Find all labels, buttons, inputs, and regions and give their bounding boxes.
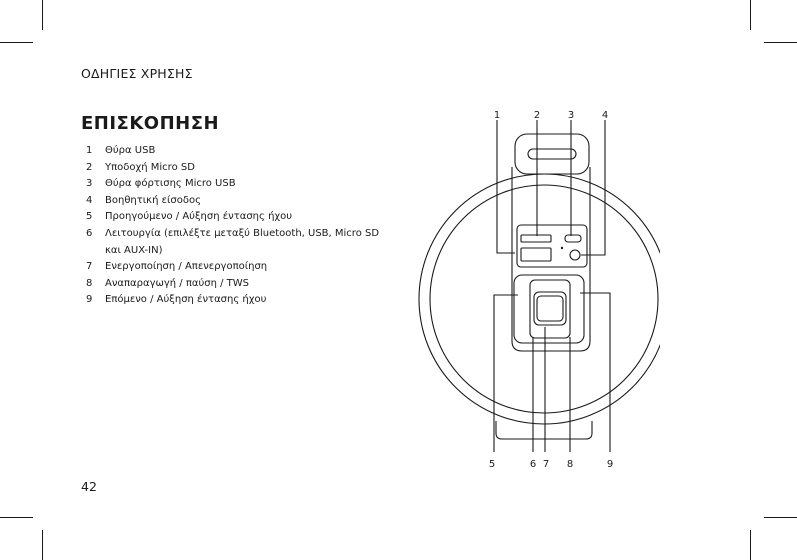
- handle-strap: [515, 134, 589, 174]
- item-number: 6: [86, 227, 93, 239]
- callout-label-5: 5: [488, 459, 496, 470]
- crop-mark: [0, 517, 33, 518]
- item-number: 5: [86, 211, 93, 223]
- speaker-body-outer: [419, 174, 660, 424]
- section-title: ΕΠΙΣΚΟΠΗΣΗ: [81, 113, 220, 134]
- list-item: [81, 143, 381, 160]
- item-text: Αναπαραγωγή / παύση / TWS: [105, 277, 249, 289]
- item-text: Θύρα USB: [105, 145, 156, 156]
- crop-mark: [764, 42, 797, 43]
- item-text: Επόμενο / Αύξηση έντασης ήχου: [105, 294, 267, 306]
- power-button: [537, 296, 563, 321]
- manual-header: ΟΔΗΓΙΕΣ ΧΡΗΣΗΣ: [81, 66, 193, 81]
- callout-label-1: 1: [493, 110, 501, 121]
- aux-input: [570, 250, 580, 260]
- list-item: [81, 176, 381, 193]
- speaker-diagram: [400, 105, 660, 475]
- callout-label-7: 7: [542, 459, 550, 470]
- item-text: Προηγούμενο / Αύξηση έντασης ήχου: [105, 211, 293, 223]
- crop-mark: [0, 42, 33, 43]
- item-number: 2: [86, 161, 93, 173]
- item-text: Βοηθητική είσοδος: [105, 194, 201, 206]
- callout-label-9: 9: [606, 459, 614, 470]
- callout-label-8: 8: [566, 459, 574, 470]
- crop-mark: [42, 530, 43, 560]
- callout-label-3: 3: [567, 110, 575, 121]
- item-number: 3: [86, 178, 93, 190]
- control-pad-inner: [530, 280, 570, 338]
- item-text: Ενεργοποίηση / Απενεργοποίηση: [105, 261, 268, 273]
- item-text: Λειτουργία (επιλέξτε μεταξύ Bluetooth, USB, Micro SD και AUX-IN): [105, 227, 380, 256]
- item-number: 8: [86, 277, 93, 289]
- control-pad: [514, 275, 584, 343]
- page-number: 42: [81, 479, 97, 494]
- item-number: 7: [86, 261, 93, 273]
- handle-slot: [528, 149, 576, 159]
- list-item: [81, 209, 381, 226]
- list-item: [81, 226, 381, 259]
- callout-label-6: 6: [529, 459, 537, 470]
- list-item: [81, 276, 381, 293]
- callout-label-4: 4: [601, 110, 609, 121]
- item-text: Υποδοχή Micro SD: [105, 161, 195, 173]
- overview-list: [81, 143, 381, 309]
- crop-mark: [42, 0, 43, 30]
- crop-mark: [750, 530, 751, 560]
- micro-sd-slot: [521, 248, 551, 261]
- item-number: 1: [86, 145, 93, 156]
- callout-label-2: 2: [533, 110, 541, 121]
- aux-dot: [561, 247, 563, 249]
- item-number: 9: [86, 294, 93, 306]
- list-item: [81, 292, 381, 309]
- crop-mark: [764, 517, 797, 518]
- list-item: [81, 259, 381, 276]
- crop-mark: [750, 0, 751, 30]
- list-item: [81, 160, 381, 177]
- list-item: [81, 193, 381, 210]
- usb-port: [521, 235, 551, 242]
- item-text: Θύρα φόρτισης Micro USB: [105, 178, 236, 190]
- micro-usb-port: [565, 235, 581, 242]
- item-number: 4: [86, 194, 93, 206]
- speaker-body-inner: [430, 185, 658, 413]
